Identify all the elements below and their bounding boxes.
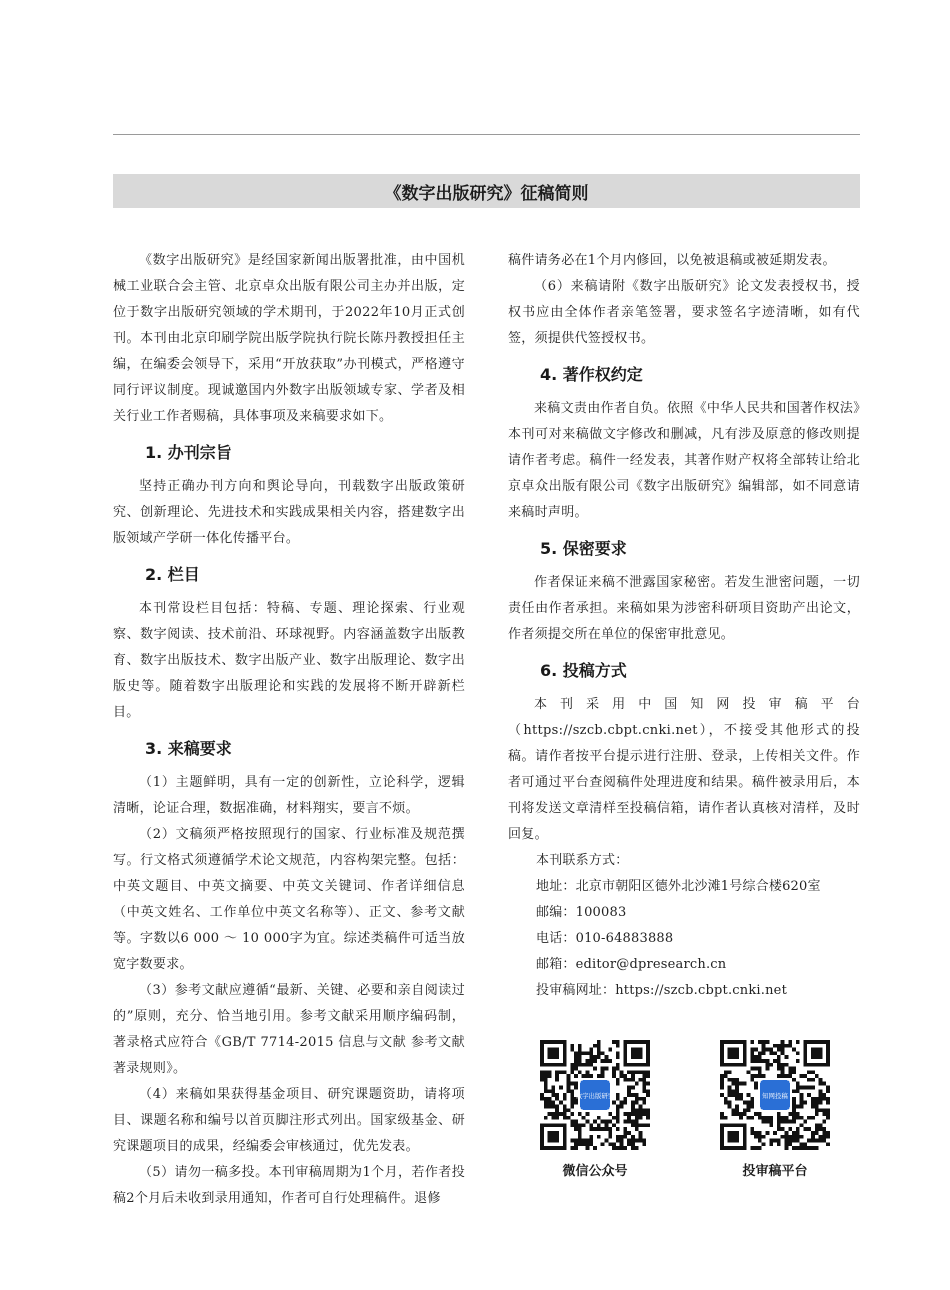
- qr-logo-text: 知网投稿: [762, 1092, 788, 1101]
- qr-wechat: [540, 1040, 650, 1179]
- section-heading-requirements: 3. 来稿要求: [145, 739, 232, 758]
- contact-address: 地址：北京市朝阳区德外北沙滩1号综合楼620室: [536, 879, 821, 894]
- qr-wechat-label: 微信公众号: [562, 1164, 628, 1179]
- contact-phone: 电话：010-64883888: [536, 931, 674, 946]
- section-heading-purpose: 1. 办刊宗旨: [145, 443, 232, 462]
- contact-email[interactable]: 邮箱：editor@dpresearch.cn: [536, 957, 727, 972]
- contact-website[interactable]: 投审稿网址：https://szcb.cbpt.cnki.net: [536, 983, 788, 998]
- left-column: [113, 248, 465, 1212]
- qr-submission-platform: [720, 1040, 830, 1179]
- requirement-item-6: （6）来稿请附《数字出版研究》论文发表授权书，授权书应由全体作者亲笔签署，要求签名字迹清晰，如有代签，须提供代签授权书。: [508, 279, 860, 346]
- page-title: 《数字出版研究》征稿简则: [384, 183, 589, 204]
- contact-heading: 本刊联系方式：: [536, 853, 629, 868]
- section-submission-text: 本刊采用中国知网投审稿平台（https://szcb.cbpt.cnki.net），不接受其他形式的投稿。请作者按平台提示进行注册、登录，上传相关文件。作者可通过平台查阅稿件处理进度和结果。稿件被录用后，本刊将发送文章清样至投稿信箱，请作者认真核对清样，及时回复。: [508, 697, 860, 842]
- right-column: [508, 248, 860, 1004]
- requirement-item-5-start: （5）请勿一稿多投。本刊审稿周期为1个月，若作者投稿2个月后未收到录用通知，作者可自行处理稿件。退修: [113, 1165, 465, 1206]
- qr-logo-text: 数字出版研究: [575, 1092, 615, 1101]
- section-copyright-text: 来稿文责由作者自负。依照《中华人民共和国著作权法》本刊可对来稿做文字修改和删减，凡有涉及原意的修改则提请作者考虑。稿件一经发表，其著作财产权将全部转让给北京卓众出版有限公司《数字出版研究》编辑部，如不同意请来稿时声明。: [508, 401, 861, 520]
- section-heading-submission: 6. 投稿方式: [540, 661, 627, 680]
- qr-code-icon: [540, 1040, 650, 1150]
- intro-paragraph: 《数字出版研究》是经国家新闻出版署批准，由中国机械工业联合会主管、北京卓众出版有限公司主办并出版，定位于数字出版研究领域的学术期刊，于2022年10月正式创刊。本刊由北京印刷学院出版学院执行院长陈丹教授担任主编，在编委会领导下，采用“开放获取”办刊模式，严格遵守同行评议制度。现诚邀国内外数字出版领域专家、学者及相关行业工作者赐稿，具体事项及来稿要求如下。: [113, 253, 465, 424]
- section-heading-columns: 2. 栏目: [145, 565, 200, 584]
- top-divider: [113, 134, 860, 135]
- page-title-band: [113, 174, 860, 208]
- section-heading-copyright: 4. 著作权约定: [540, 365, 643, 384]
- requirement-item-4: （4）来稿如果获得基金项目、研究课题资助，请将项目、课题名称和编号以首页脚注形式列出。国家级基金、研究课题项目的成果，经编委会审核通过，优先发表。: [113, 1087, 465, 1154]
- section-confidentiality-text: 作者保证来稿不泄露国家秘密。若发生泄密问题，一切责任由作者承担。来稿如果为涉密科研项目资助产出论文，作者须提交所在单位的保密审批意见。: [508, 575, 860, 642]
- section-purpose-text: 坚持正确办刊方向和舆论导向，刊载数字出版政策研究、创新理论、先进技术和实践成果相关内容，搭建数字出版领域产学研一体化传播平台。: [113, 479, 465, 546]
- section-heading-confidentiality: 5. 保密要求: [540, 539, 627, 558]
- qr-submission-label: 投审稿平台: [742, 1164, 808, 1179]
- requirement-item-2: （2）文稿须严格按照现行的国家、行业标准及规范撰写。行文格式须遵循学术论文规范，内容构架完整。包括：中英文题目、中英文摘要、中英文关键词、作者详细信息（中英文姓名、工作单位中英文名称等）、正文、参考文献等。字数以6 000 ～ 10 000字为宜。综述类稿件可适当放宽字数要求。: [113, 827, 465, 972]
- section-columns-text: 本刊常设栏目包括：特稿、专题、理论探索、行业观察、数字阅读、技术前沿、环球视野。内容涵盖数字出版教育、数字出版技术、数字出版产业、数字出版理论、数字出版史等。随着数字出版理论和实践的发展将不断开辟新栏目。: [113, 601, 465, 720]
- qr-code-icon: [720, 1040, 830, 1150]
- requirement-item-3: （3）参考文献应遵循“最新、关键、必要和亲自阅读过的”原则，充分、恰当地引用。参考文献采用顺序编码制，著录格式应符合《GB/T 7714-2015 信息与文献 参考文献著录规则》。: [113, 983, 465, 1076]
- requirement-item-1: （1）主题鲜明，具有一定的创新性，立论科学，逻辑清晰，论证合理，数据准确，材料翔实，要言不烦。: [113, 775, 465, 816]
- requirement-item-5-continued: 稿件请务必在1个月内修回，以免被退稿或被延期发表。: [508, 253, 836, 268]
- contact-postcode: 邮编：100083: [536, 905, 627, 920]
